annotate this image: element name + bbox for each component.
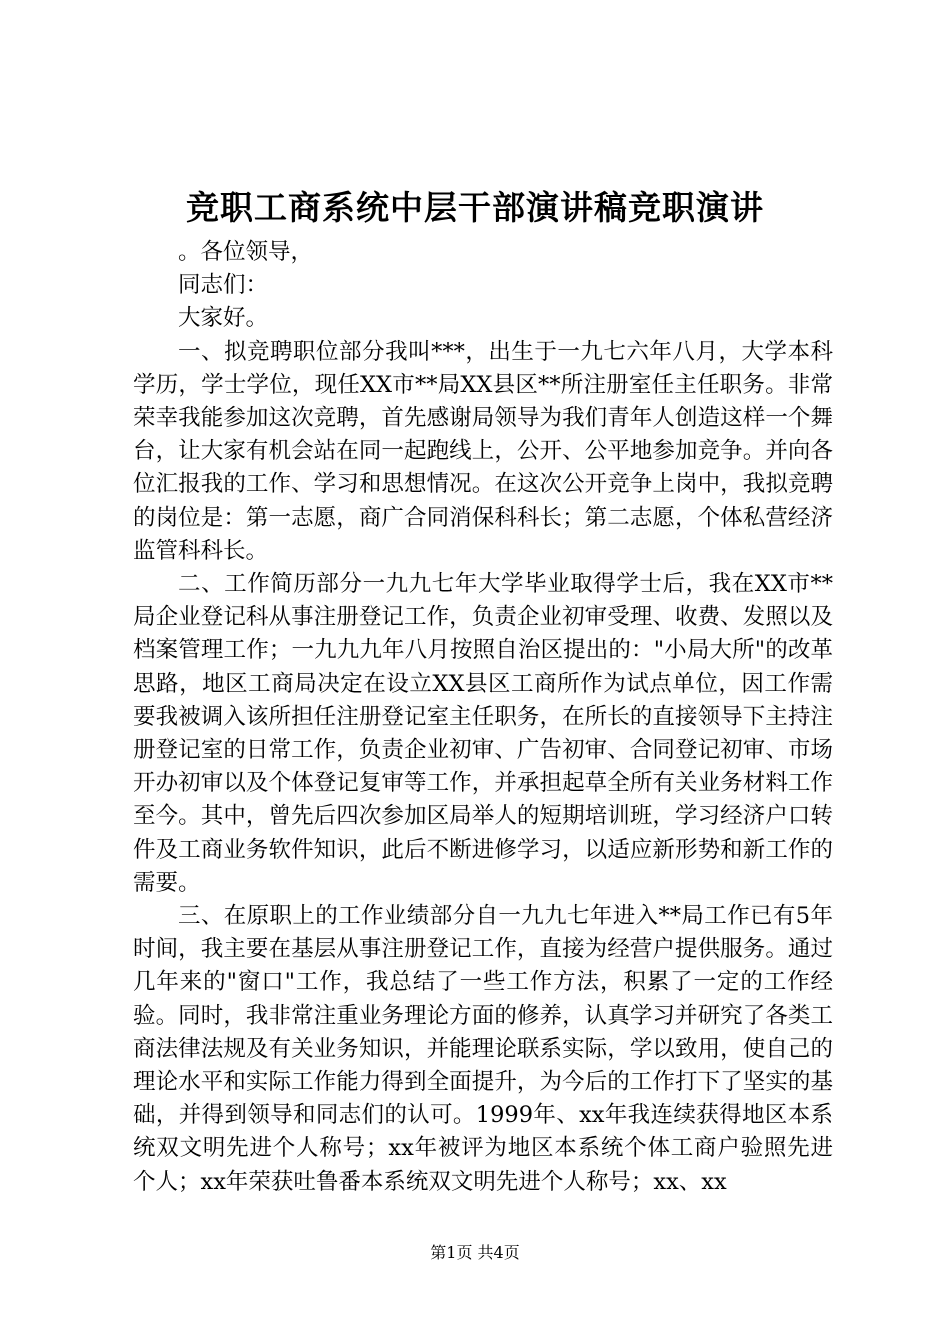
- document-body: [133, 236, 833, 1199]
- body-paragraph: 三、在原职上的工作业绩部分自一九九七年进入**局工作已有5年时间，我主要在基层从事注册登记工作，直接为经营户提供服务。通过几年来的"窗口"工作，我总结了一些工作方法，积累了一定的工作经验。同时，我非常注重业务理论方面的修养，认真学习并研究了各类工商法律法规及有关业务知识，并能理论联系实际，学以致用，使自己的理论水平和实际工作能力得到全面提升，为今后的工作打下了坚实的基础，并得到领导和同志们的认可。1999年、xx年我连续获得地区本系统双文明先进个人称号；xx年被评为地区本系统个体工商户验照先进个人；xx年荣获吐鲁番本系统双文明先进个人称号；xx、xx: [133, 903, 833, 1195]
- document-title: 竞职工商系统中层干部演讲稿竞职演讲: [186, 188, 764, 227]
- body-paragraph: 一、拟竞聘职位部分我叫***，出生于一九七六年八月，大学本科学历，学士学位，现任XX市**局XX县区**所注册室任主任职务。非常荣幸我能参加这次竞聘，首先感谢局领导为我们青年人创造这样一个舞台，让大家有机会站在同一起跑线上，公开、公平地参加竞争。并向各位汇报我的工作、学习和思想情况。在这次公开竞争上岗中，我拟竞聘的岗位是：第一志愿，商广合同消保科科长；第二志愿，个体私营经济监管科科长。: [133, 338, 833, 564]
- page-number: 第1页 共4页: [430, 1243, 520, 1262]
- greeting-line: 。各位领导，: [178, 239, 314, 265]
- greeting-line: 大家好。: [178, 305, 269, 332]
- greeting-line: 同志们：: [178, 272, 269, 299]
- body-paragraph: 二、工作简历部分一九九七年大学毕业取得学士后，我在XX市**局企业登记科从事注册登记工作，负责企业初审受理、收费、发照以及档案管理工作；一九九九年八月按照自治区提出的："小局大所"的改革思路，地区工商局决定在设立XX县区工商所作为试点单位，因工作需要我被调入该所担任注册登记室主任职务，在所长的直接领导下主持注册登记室的日常工作，负责企业初审、广告初审、合同登记初审、市场开办初审以及个体登记复审等工作，并承担起草全所有关业务材料工作至今。其中，曾先后四次参加区局举人的短期培训班，学习经济户口转件及工商业务软件知识，此后不断进修学习，以适应新形势和新工作的需要。: [133, 571, 833, 896]
